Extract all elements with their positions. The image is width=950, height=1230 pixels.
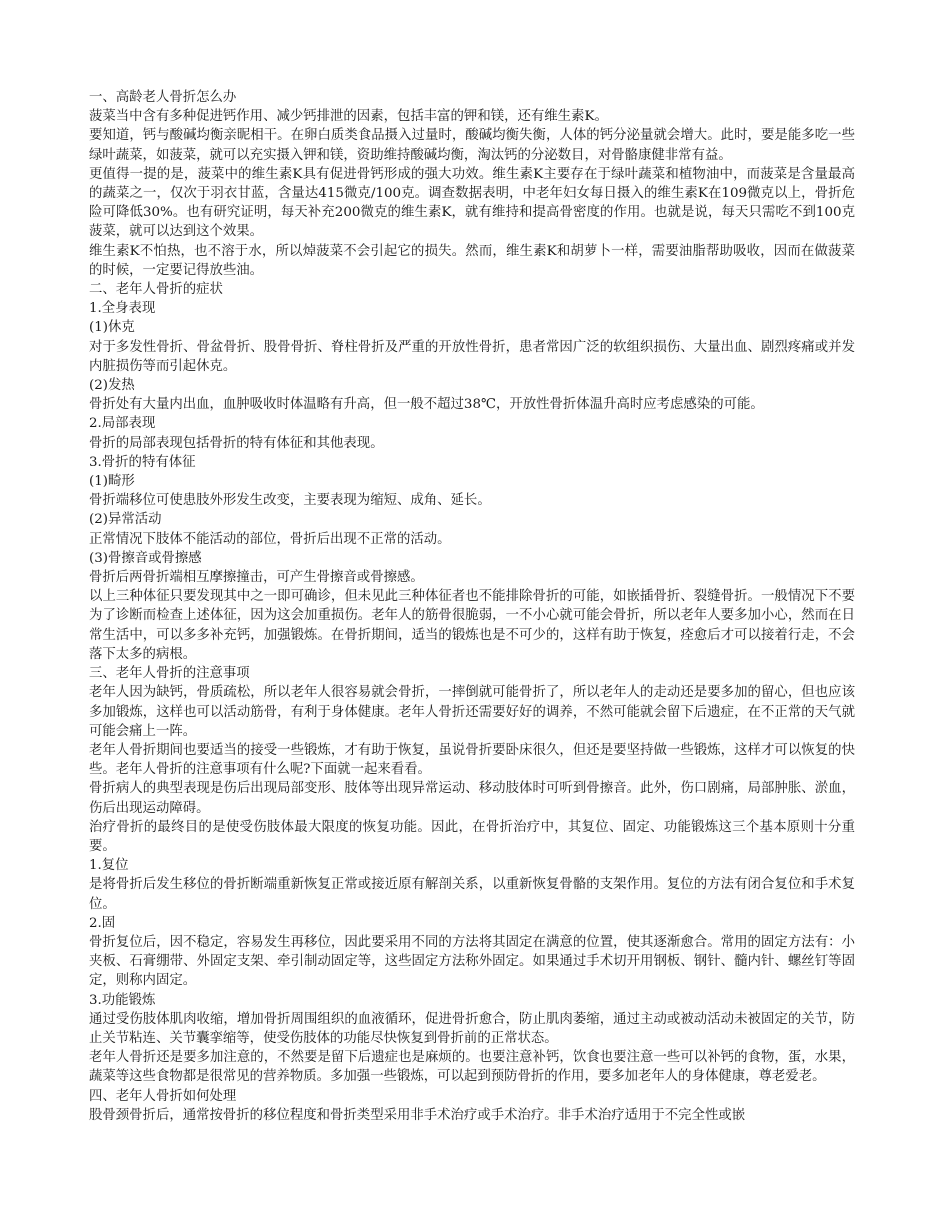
paragraph: 对于多发性骨折、骨盆骨折、股骨骨折、脊柱骨折及严重的开放性骨折，患者常因广泛的软组织损伤、大量出血、剧烈疼痛或并发内脏损伤等而引起休克。: [89, 339, 855, 374]
subheading: 3.功能锻炼: [89, 992, 156, 1008]
section-heading-1: 一、高龄老人骨折怎么办: [89, 90, 237, 105]
paragraph: 老年人骨折期间也要适当的接受一些锻炼，才有助于恢复，虽说骨折要卧床很久，但还是要坚持做一些锻炼，这样才可以恢复的快些。老年人骨折的注意事项有什么呢?下面就一起来看看。: [89, 742, 855, 778]
section-heading-4: 四、老年人骨折如何处理: [89, 1088, 237, 1104]
paragraph: 股骨颈骨折后，通常按骨折的移位程度和骨折类型采用非手术治疗或手术治疗。非手术治疗适用于不完全性或嵌: [89, 1107, 746, 1123]
paragraph: 是将骨折后发生移位的骨折断端重新恢复正常或接近原有解剖关系，以重新恢复骨骼的支架作用。复位的方法有闭合复位和手术复位。: [89, 877, 855, 912]
paragraph: 正常情况下肢体不能活动的部位，骨折后出现不正常的活动。: [89, 531, 451, 547]
paragraph: 要知道，钙与酸碱均衡亲昵相干。在卵白质类食品摄入过量时，酸碱均衡失衡，人体的钙分泌量就会增大。此时，要是能多吃一些绿叶蔬菜，如菠菜，就可以充实摄入钾和镁，资助维持酸碱均衡，淘汰钙的分泌数目，对骨骼康健非常有益。: [89, 128, 855, 163]
subheading: 3.骨折的特有体征: [89, 454, 196, 470]
subheading: 1.复位: [89, 858, 129, 874]
subheading: 2.局部表现: [89, 416, 156, 432]
paragraph: 骨折病人的典型表现是伤后出现局部变形、肢体等出现异常运动、移动肢体时可听到骨擦音。此外，伤口剧痛，局部肿胀、淤血，伤后出现运动障碍。: [89, 781, 855, 816]
document-page: [89, 88, 855, 1125]
paragraph: 治疗骨折的最终目的是使受伤肢体最大限度的恢复功能。因此，在骨折治疗中，其复位、固定、功能锻炼这三个基本原则十分重要。: [89, 819, 855, 854]
paragraph: 菠菜当中含有多种促进钙作用、减少钙排泄的因素，包括丰富的钾和镁，还有维生素K。: [89, 109, 608, 125]
paragraph: 骨折端移位可使患肢外形发生改变，主要表现为缩短、成角、延长。: [89, 493, 491, 509]
paragraph: 老年人骨折还是要多加注意的，不然要是留下后遗症也是麻烦的。也要注意补钙，饮食也要注意一些可以补钙的食物，蛋，水果，蔬菜等这些食物都是很常见的营养物质。多加强一些锻炼，可以起到预防骨折的作用，要多加老年人的身体健康，尊老爱老。: [89, 1050, 855, 1085]
section-heading-3: 三、老年人骨折的注意事项: [89, 666, 250, 682]
paragraph: 骨折处有大量内出血，血肿吸收时体温略有升高，但一般不超过38℃，开放性骨折体温升高时应考虑感染的可能。: [89, 397, 764, 413]
paragraph: 更值得一提的是，菠菜中的维生素K具有促进骨钙形成的强大功效。维生素K主要存在于绿叶蔬菜和植物油中，而菠菜是含量最高的蔬菜之一，仅次于羽衣甘蓝，含量达415微克/100克。调查数据表明，中老年妇女每日摄入的维生素K在109微克以上，骨折危险可降低30%。也有研究证明，每天补充200微克的维生素K，就有维持和提高骨密度的作用。也就是说，每天只需吃不到100克菠菜，就可以达到这个效果。: [89, 166, 855, 240]
paragraph: 骨折后两骨折端相互摩擦撞击，可产生骨擦音或骨擦感。: [89, 570, 424, 586]
paragraph: 通过受伤肢体肌肉收缩，增加骨折周围组织的血液循环，促进骨折愈合，防止肌肉萎缩，通过主动或被动活动未被固定的关节，防止关节粘连、关节囊挛缩等，使受伤肢体的功能尽快恢复到骨折前的正常状态。: [89, 1011, 855, 1046]
section-heading-2: 二、老年人骨折的症状: [89, 282, 223, 298]
subheading: 1.全身表现: [89, 301, 156, 317]
paragraph: 以上三种体征只要发现其中之一即可确诊，但未见此三种体征者也不能排除骨折的可能，如嵌插骨折、裂缝骨折。一般情况下不要为了诊断而检查上述体征，因为这会加重损伤。老年人的筋骨很脆弱，一不小心就可能会骨折，所以老年人要多加小心，然而在日常生活中，可以多多补充钙，加强锻炼。在骨折期间，适当的锻炼也是不可少的，这样有助于恢复，痊愈后才可以接着行走，不会落下太多的病根。: [89, 589, 855, 662]
subheading: (2)发热: [89, 378, 135, 394]
paragraph: 骨折的局部表现包括骨折的特有体征和其他表现。: [89, 435, 384, 451]
subheading: (3)骨擦音或骨擦感: [89, 550, 202, 566]
paragraph: 骨折复位后，因不稳定，容易发生再移位，因此要采用不同的方法将其固定在满意的位置，使其逐渐愈合。常用的固定方法有：小夹板、石膏绷带、外固定支架、牵引制动固定等，这些固定方法称外固定。如果通过手术切开用钢板、钢针、髓内针、螺丝钉等固定，则称内固定。: [89, 934, 855, 989]
paragraph: 维生素K不怕热，也不溶于水，所以焯菠菜不会引起它的损失。然而，维生素K和胡萝卜一样，需要油脂帮助吸收，因而在做菠菜的时候，一定要记得放些油。: [89, 243, 855, 278]
subheading: (2)异常活动: [89, 512, 162, 528]
subheading: (1)畸形: [89, 474, 135, 490]
subheading: (1)休克: [89, 320, 135, 336]
subheading: 2.固: [89, 915, 116, 931]
paragraph: 老年人因为缺钙，骨质疏松，所以老年人很容易就会骨折，一摔倒就可能骨折了，所以老年人的走动还是要多加的留心，但也应该多加锻炼，这样也可以活动筋骨，有利于身体健康。老年人骨折还需要好好的调养，不然可能就会留下后遗症，在不正常的天气就可能会痛上一阵。: [89, 685, 855, 739]
